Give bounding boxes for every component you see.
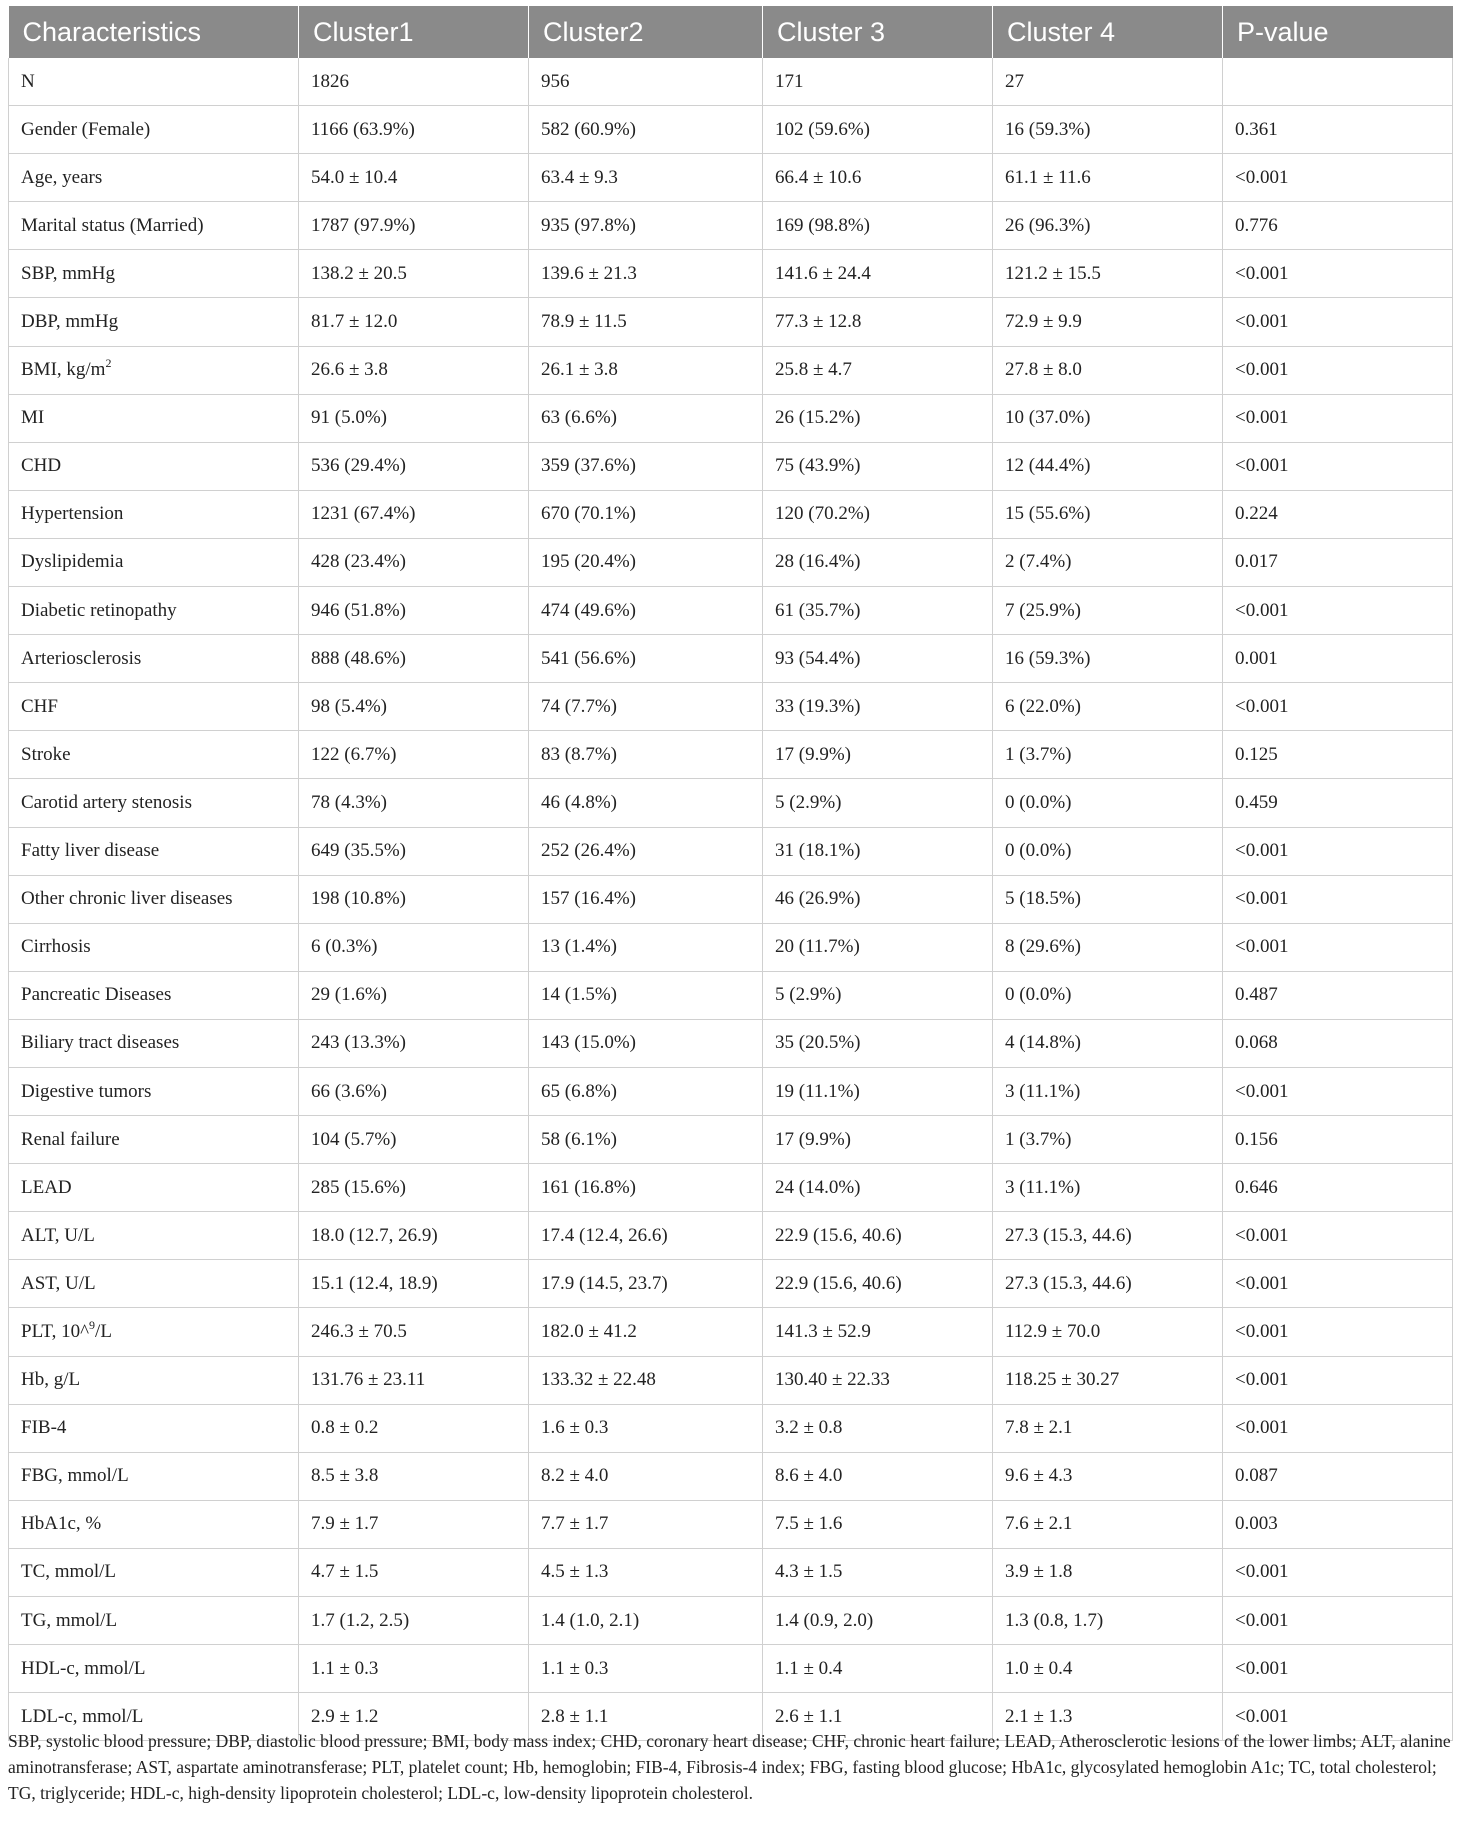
cell-cluster1: 1.7 (1.2, 2.5) xyxy=(299,1597,529,1645)
row-label-text: LDL-c, mmol/L xyxy=(21,1705,144,1727)
row-label-text: FBG, mmol/L xyxy=(21,1465,129,1487)
row-label xyxy=(9,538,299,586)
cell-cluster1: 8.5 ± 3.8 xyxy=(299,1452,529,1500)
cell-p-value: 0.459 xyxy=(1223,779,1453,827)
table-header-row xyxy=(9,6,1453,58)
cell-cluster4: 27.8 ± 8.0 xyxy=(993,346,1223,394)
cell-cluster3: 28 (16.4%) xyxy=(763,538,993,586)
row-label-text: N xyxy=(21,70,35,92)
table-row xyxy=(9,1067,1453,1115)
cell-cluster4: 27 xyxy=(993,58,1223,106)
cell-cluster2: 1.1 ± 0.3 xyxy=(529,1645,763,1693)
table-row xyxy=(9,442,1453,490)
table-row xyxy=(9,394,1453,442)
table-row xyxy=(9,731,1453,779)
row-label-suffix: /L xyxy=(95,1320,112,1342)
cell-cluster4: 7 (25.9%) xyxy=(993,587,1223,635)
row-label-text: Pancreatic Diseases xyxy=(21,984,172,1006)
row-label xyxy=(9,1164,299,1212)
row-label xyxy=(9,779,299,827)
cell-p-value: 0.017 xyxy=(1223,538,1453,586)
table-row xyxy=(9,1356,1453,1404)
cell-cluster4: 1.3 (0.8, 1.7) xyxy=(993,1597,1223,1645)
cell-p-value: 0.646 xyxy=(1223,1164,1453,1212)
row-label xyxy=(9,250,299,298)
cell-cluster4: 16 (59.3%) xyxy=(993,106,1223,154)
cell-cluster1: 1826 xyxy=(299,58,529,106)
cell-cluster1: 15.1 (12.4, 18.9) xyxy=(299,1260,529,1308)
cell-cluster4: 3 (11.1%) xyxy=(993,1164,1223,1212)
cell-cluster4: 12 (44.4%) xyxy=(993,442,1223,490)
row-label-text: Carotid artery stenosis xyxy=(21,791,192,813)
cell-cluster3: 5 (2.9%) xyxy=(763,971,993,1019)
table-row xyxy=(9,683,1453,731)
cell-cluster2: 359 (37.6%) xyxy=(529,442,763,490)
cell-p-value: <0.001 xyxy=(1223,1260,1453,1308)
row-label-text: TG, mmol/L xyxy=(21,1609,118,1631)
row-label xyxy=(9,490,299,538)
cell-cluster2: 63 (6.6%) xyxy=(529,394,763,442)
cell-cluster3: 61 (35.7%) xyxy=(763,587,993,635)
cell-cluster2: 46 (4.8%) xyxy=(529,779,763,827)
cell-p-value: 0.776 xyxy=(1223,202,1453,250)
cell-cluster2: 956 xyxy=(529,58,763,106)
cell-p-value: <0.001 xyxy=(1223,923,1453,971)
cell-cluster4: 0 (0.0%) xyxy=(993,971,1223,1019)
cell-p-value: 0.224 xyxy=(1223,490,1453,538)
cell-cluster1: 285 (15.6%) xyxy=(299,1164,529,1212)
cell-cluster1: 2.9 ± 1.2 xyxy=(299,1693,529,1741)
table-row xyxy=(9,1164,1453,1212)
row-label xyxy=(9,154,299,202)
row-label-text: LEAD xyxy=(21,1176,72,1198)
row-label-superscript: 9 xyxy=(89,1317,96,1332)
cell-cluster2: 13 (1.4%) xyxy=(529,923,763,971)
cell-cluster4: 16 (59.3%) xyxy=(993,635,1223,683)
cell-cluster1: 946 (51.8%) xyxy=(299,587,529,635)
cell-cluster1: 649 (35.5%) xyxy=(299,827,529,875)
row-label xyxy=(9,1116,299,1164)
cell-p-value: <0.001 xyxy=(1223,1308,1453,1356)
row-label xyxy=(9,1597,299,1645)
cell-cluster3: 4.3 ± 1.5 xyxy=(763,1548,993,1596)
cell-cluster2: 7.7 ± 1.7 xyxy=(529,1500,763,1548)
cell-cluster4: 27.3 (15.3, 44.6) xyxy=(993,1260,1223,1308)
cell-cluster4: 3.9 ± 1.8 xyxy=(993,1548,1223,1596)
cell-cluster3: 33 (19.3%) xyxy=(763,683,993,731)
cell-cluster3: 8.6 ± 4.0 xyxy=(763,1452,993,1500)
cell-cluster3: 3.2 ± 0.8 xyxy=(763,1404,993,1452)
cell-cluster1: 29 (1.6%) xyxy=(299,971,529,1019)
row-label-text: PLT, 10^ xyxy=(21,1320,90,1342)
cell-cluster4: 72.9 ± 9.9 xyxy=(993,298,1223,346)
table-row xyxy=(9,1212,1453,1260)
cell-p-value xyxy=(1223,58,1453,106)
cell-cluster2: 17.4 (12.4, 26.6) xyxy=(529,1212,763,1260)
row-label xyxy=(9,394,299,442)
row-label xyxy=(9,1067,299,1115)
cell-p-value: 0.003 xyxy=(1223,1500,1453,1548)
cell-cluster1: 1787 (97.9%) xyxy=(299,202,529,250)
header-characteristics: Characteristics xyxy=(9,6,299,58)
cell-cluster4: 26 (96.3%) xyxy=(993,202,1223,250)
row-label-text: BMI, kg/m xyxy=(21,359,106,381)
table-row xyxy=(9,1452,1453,1500)
cell-cluster1: 66 (3.6%) xyxy=(299,1067,529,1115)
row-label-text: ALT, U/L xyxy=(21,1224,95,1246)
cell-cluster2: 157 (16.4%) xyxy=(529,875,763,923)
cell-cluster4: 0 (0.0%) xyxy=(993,779,1223,827)
row-label xyxy=(9,106,299,154)
table-row xyxy=(9,1260,1453,1308)
row-label xyxy=(9,202,299,250)
table-row xyxy=(9,58,1453,106)
table-row xyxy=(9,1597,1453,1645)
cell-cluster1: 54.0 ± 10.4 xyxy=(299,154,529,202)
cell-cluster3: 17 (9.9%) xyxy=(763,1116,993,1164)
cell-p-value: 0.361 xyxy=(1223,106,1453,154)
row-label xyxy=(9,1260,299,1308)
cell-cluster3: 25.8 ± 4.7 xyxy=(763,346,993,394)
cell-cluster2: 26.1 ± 3.8 xyxy=(529,346,763,394)
cell-cluster4: 9.6 ± 4.3 xyxy=(993,1452,1223,1500)
cell-cluster1: 81.7 ± 12.0 xyxy=(299,298,529,346)
table-row xyxy=(9,250,1453,298)
cell-cluster2: 2.8 ± 1.1 xyxy=(529,1693,763,1741)
row-label-text: Age, years xyxy=(21,166,103,188)
row-label-text: AST, U/L xyxy=(21,1272,96,1294)
table-row xyxy=(9,298,1453,346)
characteristics-table-container xyxy=(8,6,1452,1741)
row-label-text: Biliary tract diseases xyxy=(21,1032,180,1054)
cell-p-value: <0.001 xyxy=(1223,298,1453,346)
row-label-text: CHF xyxy=(21,695,58,717)
cell-cluster2: 1.6 ± 0.3 xyxy=(529,1404,763,1452)
row-label-text: Arteriosclerosis xyxy=(21,647,142,669)
cell-cluster1: 131.76 ± 23.11 xyxy=(299,1356,529,1404)
row-label-text: CHD xyxy=(21,455,62,477)
cell-cluster3: 102 (59.6%) xyxy=(763,106,993,154)
cell-cluster2: 4.5 ± 1.3 xyxy=(529,1548,763,1596)
table-row xyxy=(9,635,1453,683)
row-label-text: Marital status (Married) xyxy=(21,214,204,236)
row-label-text: SBP, mmHg xyxy=(21,262,115,284)
row-label-text: HDL-c, mmol/L xyxy=(21,1657,146,1679)
row-label xyxy=(9,1019,299,1067)
cell-cluster4: 1 (3.7%) xyxy=(993,731,1223,779)
cell-cluster2: 582 (60.9%) xyxy=(529,106,763,154)
cell-p-value: <0.001 xyxy=(1223,394,1453,442)
cell-cluster1: 18.0 (12.7, 26.9) xyxy=(299,1212,529,1260)
cell-cluster4: 8 (29.6%) xyxy=(993,923,1223,971)
cell-cluster3: 17 (9.9%) xyxy=(763,731,993,779)
row-label-text: FIB-4 xyxy=(21,1417,67,1439)
cell-p-value: <0.001 xyxy=(1223,1404,1453,1452)
cell-cluster4: 10 (37.0%) xyxy=(993,394,1223,442)
table-row xyxy=(9,490,1453,538)
row-label xyxy=(9,442,299,490)
cell-cluster1: 888 (48.6%) xyxy=(299,635,529,683)
row-label xyxy=(9,635,299,683)
row-label-text: TC, mmol/L xyxy=(21,1561,116,1583)
header-cluster4: Cluster 4 xyxy=(993,6,1223,58)
cell-cluster4: 27.3 (15.3, 44.6) xyxy=(993,1212,1223,1260)
table-row xyxy=(9,1500,1453,1548)
cell-cluster2: 14 (1.5%) xyxy=(529,971,763,1019)
table-row xyxy=(9,1548,1453,1596)
row-label-text: Other chronic liver diseases xyxy=(21,888,233,910)
cell-cluster2: 65 (6.8%) xyxy=(529,1067,763,1115)
cell-cluster4: 5 (18.5%) xyxy=(993,875,1223,923)
cell-p-value: <0.001 xyxy=(1223,875,1453,923)
row-label xyxy=(9,1500,299,1548)
cell-cluster1: 536 (29.4%) xyxy=(299,442,529,490)
cell-cluster2: 8.2 ± 4.0 xyxy=(529,1452,763,1500)
row-label xyxy=(9,58,299,106)
table-row xyxy=(9,1645,1453,1693)
row-label xyxy=(9,1404,299,1452)
cell-cluster4: 7.8 ± 2.1 xyxy=(993,1404,1223,1452)
cell-cluster1: 4.7 ± 1.5 xyxy=(299,1548,529,1596)
row-label-text: MI xyxy=(21,407,45,429)
cell-cluster2: 1.4 (1.0, 2.1) xyxy=(529,1597,763,1645)
cell-cluster4: 4 (14.8%) xyxy=(993,1019,1223,1067)
cell-cluster3: 77.3 ± 12.8 xyxy=(763,298,993,346)
row-label-text: DBP, mmHg xyxy=(21,311,119,333)
cell-cluster2: 182.0 ± 41.2 xyxy=(529,1308,763,1356)
cell-cluster3: 31 (18.1%) xyxy=(763,827,993,875)
row-label xyxy=(9,971,299,1019)
cell-cluster1: 243 (13.3%) xyxy=(299,1019,529,1067)
cell-cluster2: 58 (6.1%) xyxy=(529,1116,763,1164)
row-label xyxy=(9,1452,299,1500)
cell-cluster2: 195 (20.4%) xyxy=(529,538,763,586)
row-label-text: Fatty liver disease xyxy=(21,840,160,862)
cell-p-value: <0.001 xyxy=(1223,1356,1453,1404)
header-p-value: P-value xyxy=(1223,6,1453,58)
row-label xyxy=(9,1645,299,1693)
cell-cluster3: 1.1 ± 0.4 xyxy=(763,1645,993,1693)
cell-p-value: <0.001 xyxy=(1223,154,1453,202)
row-label-text: Renal failure xyxy=(21,1128,120,1150)
cell-cluster2: 78.9 ± 11.5 xyxy=(529,298,763,346)
cell-cluster3: 75 (43.9%) xyxy=(763,442,993,490)
cell-cluster4: 1.0 ± 0.4 xyxy=(993,1645,1223,1693)
table-body xyxy=(9,58,1453,1741)
cell-cluster1: 26.6 ± 3.8 xyxy=(299,346,529,394)
cell-cluster2: 935 (97.8%) xyxy=(529,202,763,250)
table-row xyxy=(9,587,1453,635)
row-label-text: Hypertension xyxy=(21,503,124,525)
cell-p-value: 0.156 xyxy=(1223,1116,1453,1164)
cell-cluster2: 474 (49.6%) xyxy=(529,587,763,635)
cell-cluster4: 0 (0.0%) xyxy=(993,827,1223,875)
table-row xyxy=(9,1116,1453,1164)
table-row xyxy=(9,971,1453,1019)
cell-p-value: 0.068 xyxy=(1223,1019,1453,1067)
cell-cluster4: 7.6 ± 2.1 xyxy=(993,1500,1223,1548)
cell-cluster3: 24 (14.0%) xyxy=(763,1164,993,1212)
cell-cluster3: 35 (20.5%) xyxy=(763,1019,993,1067)
cell-cluster2: 541 (56.6%) xyxy=(529,635,763,683)
cell-cluster3: 2.6 ± 1.1 xyxy=(763,1693,993,1741)
cell-cluster4: 118.25 ± 30.27 xyxy=(993,1356,1223,1404)
cell-cluster1: 104 (5.7%) xyxy=(299,1116,529,1164)
characteristics-table xyxy=(8,6,1453,1741)
cell-cluster3: 22.9 (15.6, 40.6) xyxy=(763,1212,993,1260)
cell-cluster3: 171 xyxy=(763,58,993,106)
cell-cluster4: 2.1 ± 1.3 xyxy=(993,1693,1223,1741)
row-label xyxy=(9,683,299,731)
cell-p-value: 0.125 xyxy=(1223,731,1453,779)
header-cluster1: Cluster1 xyxy=(299,6,529,58)
table-row xyxy=(9,1019,1453,1067)
table-row xyxy=(9,154,1453,202)
row-label-text: Gender (Female) xyxy=(21,118,151,140)
cell-cluster1: 1166 (63.9%) xyxy=(299,106,529,154)
cell-p-value: <0.001 xyxy=(1223,1693,1453,1741)
cell-cluster2: 139.6 ± 21.3 xyxy=(529,250,763,298)
cell-p-value: <0.001 xyxy=(1223,1067,1453,1115)
cell-cluster1: 138.2 ± 20.5 xyxy=(299,250,529,298)
row-label xyxy=(9,1356,299,1404)
row-label-text: Cirrhosis xyxy=(21,936,91,958)
header-cluster2: Cluster2 xyxy=(529,6,763,58)
table-row xyxy=(9,106,1453,154)
cell-p-value: 0.001 xyxy=(1223,635,1453,683)
table-row xyxy=(9,875,1453,923)
cell-cluster3: 5 (2.9%) xyxy=(763,779,993,827)
cell-cluster1: 1231 (67.4%) xyxy=(299,490,529,538)
cell-cluster3: 66.4 ± 10.6 xyxy=(763,154,993,202)
row-label-text: Digestive tumors xyxy=(21,1080,152,1102)
cell-cluster3: 1.4 (0.9, 2.0) xyxy=(763,1597,993,1645)
cell-cluster3: 141.6 ± 24.4 xyxy=(763,250,993,298)
table-row xyxy=(9,346,1453,394)
table-row xyxy=(9,1308,1453,1356)
cell-p-value: <0.001 xyxy=(1223,587,1453,635)
cell-cluster2: 74 (7.7%) xyxy=(529,683,763,731)
cell-cluster2: 670 (70.1%) xyxy=(529,490,763,538)
cell-cluster4: 112.9 ± 70.0 xyxy=(993,1308,1223,1356)
cell-cluster1: 78 (4.3%) xyxy=(299,779,529,827)
row-label xyxy=(9,1548,299,1596)
cell-cluster4: 121.2 ± 15.5 xyxy=(993,250,1223,298)
cell-cluster3: 120 (70.2%) xyxy=(763,490,993,538)
row-label xyxy=(9,875,299,923)
row-label-text: Dyslipidemia xyxy=(21,551,124,573)
row-label xyxy=(9,298,299,346)
cell-cluster3: 46 (26.9%) xyxy=(763,875,993,923)
cell-cluster2: 63.4 ± 9.3 xyxy=(529,154,763,202)
cell-cluster1: 1.1 ± 0.3 xyxy=(299,1645,529,1693)
cell-cluster2: 17.9 (14.5, 23.7) xyxy=(529,1260,763,1308)
cell-p-value: 0.487 xyxy=(1223,971,1453,1019)
cell-cluster1: 98 (5.4%) xyxy=(299,683,529,731)
row-label xyxy=(9,1212,299,1260)
row-label xyxy=(9,346,299,394)
cell-cluster3: 130.40 ± 22.33 xyxy=(763,1356,993,1404)
cell-cluster2: 83 (8.7%) xyxy=(529,731,763,779)
cell-p-value: <0.001 xyxy=(1223,827,1453,875)
row-label xyxy=(9,827,299,875)
cell-p-value: <0.001 xyxy=(1223,1597,1453,1645)
row-label-text: HbA1c, % xyxy=(21,1513,102,1535)
cell-cluster1: 198 (10.8%) xyxy=(299,875,529,923)
row-label-text: Diabetic retinopathy xyxy=(21,599,177,621)
table-footnote: SBP, systolic blood pressure; DBP, diastolic blood pressure; BMI, body mass index; CHD, coronary heart disease; CHF, chronic heart failure; LEAD, Atherosclerotic lesions of the lower limbs; ALT, alanine aminotransferase; AST, aspartate aminotransferase; PLT, platelet count; Hb, hemoglobin; FIB-4, Fibrosis-4 index; FBG, fasting blood glucose; HbA1c, glycosylated hemoglobin A1c; TC, total cholesterol; TG, triglyceride; HDL-c, high-density lipoprotein cholesterol; LDL-c, low-density lipoprotein cholesterol. xyxy=(8,1731,1451,1803)
cell-cluster1: 6 (0.3%) xyxy=(299,923,529,971)
cell-cluster4: 1 (3.7%) xyxy=(993,1116,1223,1164)
header-cluster3: Cluster 3 xyxy=(763,6,993,58)
cell-cluster1: 246.3 ± 70.5 xyxy=(299,1308,529,1356)
cell-cluster2: 252 (26.4%) xyxy=(529,827,763,875)
cell-cluster1: 0.8 ± 0.2 xyxy=(299,1404,529,1452)
cell-cluster1: 428 (23.4%) xyxy=(299,538,529,586)
cell-cluster3: 22.9 (15.6, 40.6) xyxy=(763,1260,993,1308)
cell-cluster3: 93 (54.4%) xyxy=(763,635,993,683)
cell-cluster4: 61.1 ± 11.6 xyxy=(993,154,1223,202)
cell-cluster1: 7.9 ± 1.7 xyxy=(299,1500,529,1548)
row-label xyxy=(9,923,299,971)
cell-cluster4: 15 (55.6%) xyxy=(993,490,1223,538)
cell-cluster2: 143 (15.0%) xyxy=(529,1019,763,1067)
cell-cluster3: 26 (15.2%) xyxy=(763,394,993,442)
cell-cluster3: 7.5 ± 1.6 xyxy=(763,1500,993,1548)
cell-cluster3: 169 (98.8%) xyxy=(763,202,993,250)
row-label xyxy=(9,587,299,635)
table-row xyxy=(9,779,1453,827)
cell-p-value: <0.001 xyxy=(1223,442,1453,490)
table-row xyxy=(9,538,1453,586)
cell-cluster4: 6 (22.0%) xyxy=(993,683,1223,731)
row-label-text: Stroke xyxy=(21,743,71,765)
row-label xyxy=(9,1308,299,1356)
cell-p-value: 0.087 xyxy=(1223,1452,1453,1500)
cell-p-value: <0.001 xyxy=(1223,1548,1453,1596)
table-row xyxy=(9,1404,1453,1452)
cell-cluster4: 3 (11.1%) xyxy=(993,1067,1223,1115)
cell-cluster4: 2 (7.4%) xyxy=(993,538,1223,586)
cell-cluster3: 20 (11.7%) xyxy=(763,923,993,971)
cell-p-value: <0.001 xyxy=(1223,250,1453,298)
cell-cluster3: 19 (11.1%) xyxy=(763,1067,993,1115)
cell-cluster1: 91 (5.0%) xyxy=(299,394,529,442)
row-label-superscript: 2 xyxy=(105,355,112,370)
cell-p-value: <0.001 xyxy=(1223,1645,1453,1693)
cell-cluster2: 133.32 ± 22.48 xyxy=(529,1356,763,1404)
cell-cluster3: 141.3 ± 52.9 xyxy=(763,1308,993,1356)
cell-p-value: <0.001 xyxy=(1223,346,1453,394)
cell-p-value: <0.001 xyxy=(1223,1212,1453,1260)
row-label-text: Hb, g/L xyxy=(21,1369,81,1391)
cell-p-value: <0.001 xyxy=(1223,683,1453,731)
table-row xyxy=(9,827,1453,875)
row-label xyxy=(9,731,299,779)
table-row xyxy=(9,923,1453,971)
table-row xyxy=(9,202,1453,250)
cell-cluster2: 161 (16.8%) xyxy=(529,1164,763,1212)
cell-cluster1: 122 (6.7%) xyxy=(299,731,529,779)
